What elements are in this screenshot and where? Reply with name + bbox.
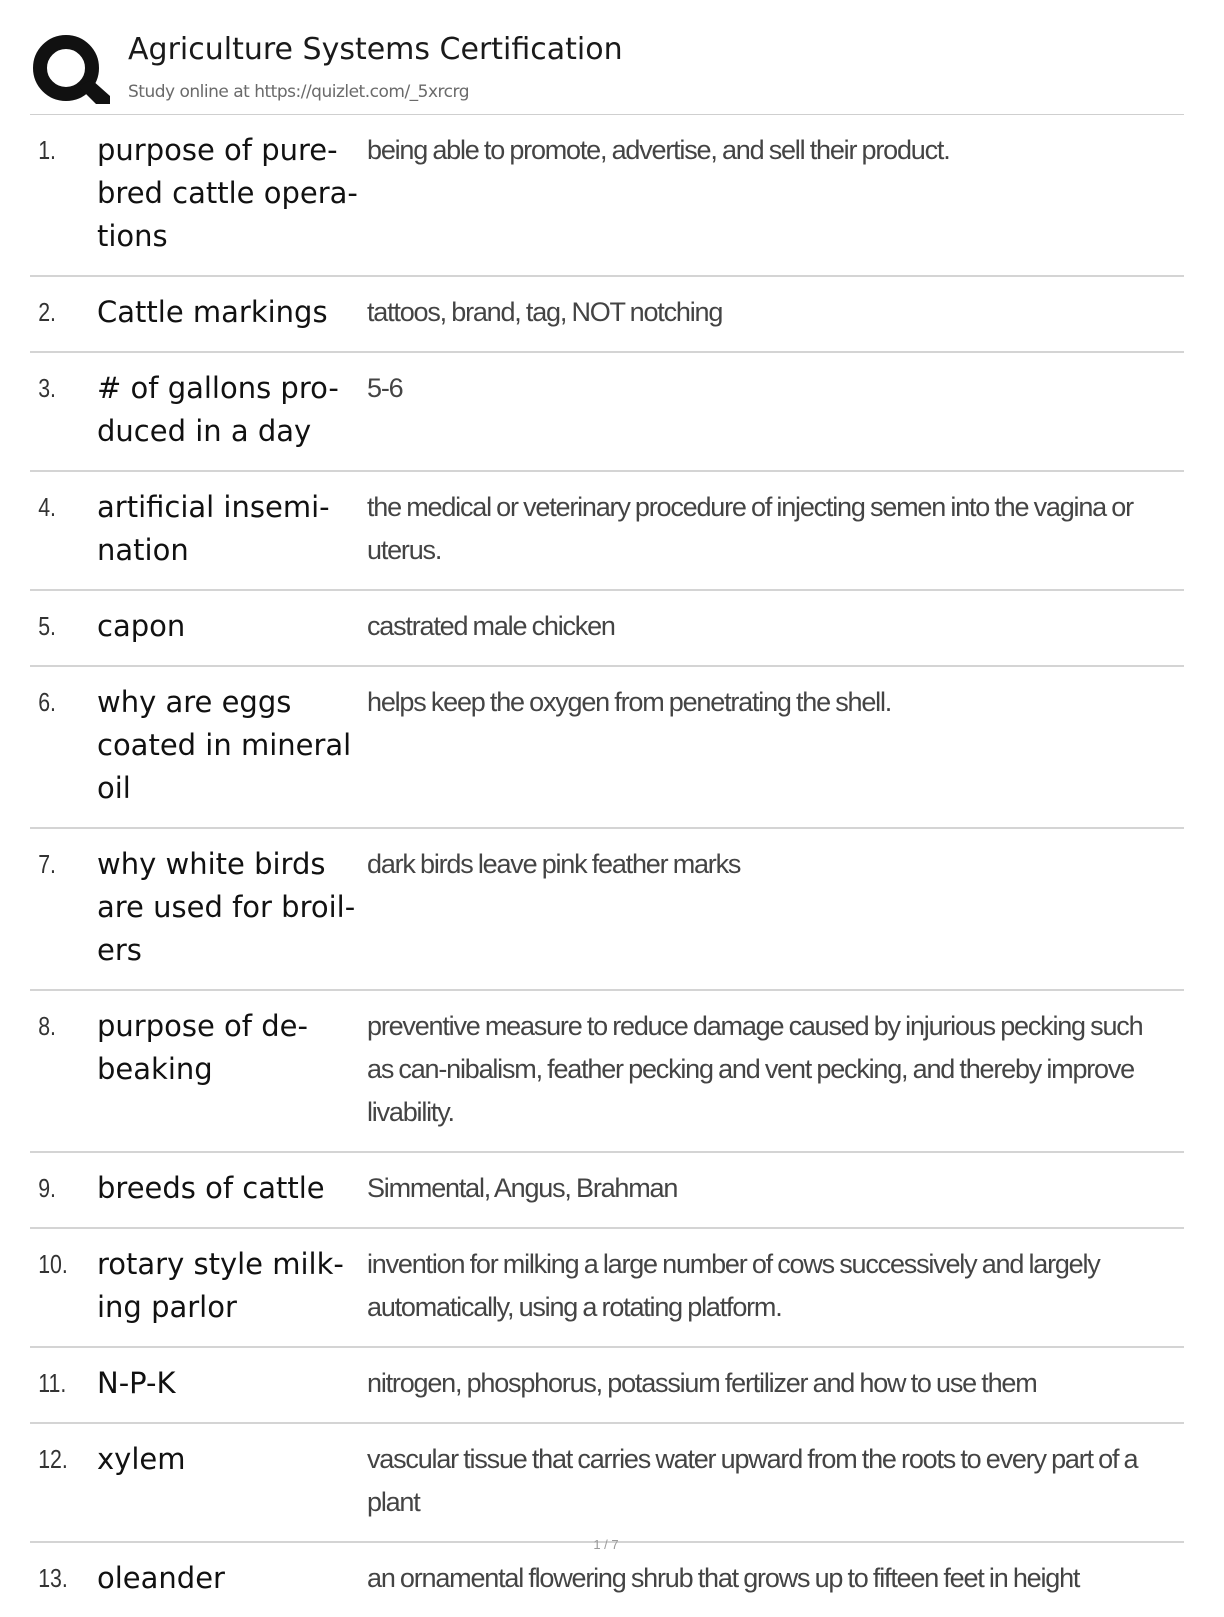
card-number: 6. <box>38 687 56 717</box>
card-term: purpose of pure-bred cattle opera-tions <box>97 133 358 253</box>
card-term: why are eggs coated in mineral oil <box>97 685 352 805</box>
card-definition: nitrogen, phosphorus, potassium fertilizer and how to use them <box>367 1368 1037 1398</box>
flashcard-row <box>30 829 1184 991</box>
card-definition: vascular tissue that carries water upward from the roots to every part of a plant <box>367 1444 1138 1517</box>
flashcard-row <box>30 115 1184 277</box>
card-number: 2. <box>38 297 56 327</box>
study-online-link-text: Study online at https://quizlet.com/_5xrcrg <box>128 82 469 102</box>
card-definition: 5-6 <box>367 373 403 403</box>
card-number: 8. <box>38 1011 56 1041</box>
card-definition: Simmental, Angus, Brahman <box>367 1173 678 1203</box>
page-title: Agriculture Systems Certification <box>128 32 623 67</box>
card-term: xylem <box>97 1442 186 1476</box>
flashcard-row <box>30 1348 1184 1424</box>
card-term: # of gallons pro-duced in a day <box>97 371 339 448</box>
card-term: purpose of de-beaking <box>97 1009 308 1086</box>
card-number: 12. <box>38 1444 68 1474</box>
card-term: breeds of cattle <box>97 1171 325 1205</box>
flashcard-row <box>30 472 1184 591</box>
card-definition: preventive measure to reduce damage caused by injurious pecking such as can-nibalism, feather pecking and vent pecking, and thereby improve livability. <box>367 1011 1143 1127</box>
card-number: 5. <box>38 611 56 641</box>
flashcard-row <box>30 1229 1184 1348</box>
card-number: 4. <box>38 492 56 522</box>
flashcard-row <box>30 1424 1184 1543</box>
card-number: 3. <box>38 373 56 403</box>
flashcard-row <box>30 277 1184 353</box>
card-definition: being able to promote, advertise, and sell their product. <box>367 135 950 165</box>
card-definition: tattoos, brand, tag, NOT notching <box>367 297 723 327</box>
card-definition: helps keep the oxygen from penetrating the shell. <box>367 687 892 717</box>
flashcard-list <box>30 115 1184 1617</box>
flashcard-row <box>30 1543 1184 1617</box>
card-number: 9. <box>38 1173 56 1203</box>
card-definition: an ornamental flowering shrub that grows up to fifteen feet in height <box>367 1563 1080 1593</box>
card-definition: invention for milking a large number of cows successively and largely automatically, using a rotating platform. <box>367 1249 1100 1322</box>
card-term: N-P-K <box>97 1366 176 1400</box>
flashcard-row <box>30 667 1184 829</box>
quizlet-q-logo-icon <box>30 30 110 110</box>
card-number: 1. <box>38 135 56 165</box>
card-term: oleander <box>97 1561 225 1595</box>
card-term: capon <box>97 609 186 643</box>
card-term: rotary style milk-ing parlor <box>97 1247 344 1324</box>
flashcard-row <box>30 991 1184 1153</box>
flashcard-row <box>30 1153 1184 1229</box>
document-header <box>30 30 1190 114</box>
card-definition: dark birds leave pink feather marks <box>367 849 741 879</box>
card-number: 10. <box>38 1249 68 1279</box>
card-number: 11. <box>38 1368 67 1398</box>
flashcard-row <box>30 353 1184 472</box>
card-term: artificial insemi-nation <box>97 490 330 567</box>
page-number: 1 / 7 <box>593 1537 619 1552</box>
card-term: why white birds are used for broil-ers <box>97 847 356 967</box>
card-definition: castrated male chicken <box>367 611 615 641</box>
card-number: 7. <box>38 849 56 879</box>
card-definition: the medical or veterinary procedure of injecting semen into the vagina or uterus. <box>367 492 1133 565</box>
card-number: 13. <box>38 1563 68 1593</box>
card-term: Cattle markings <box>97 295 328 329</box>
flashcard-row <box>30 591 1184 667</box>
